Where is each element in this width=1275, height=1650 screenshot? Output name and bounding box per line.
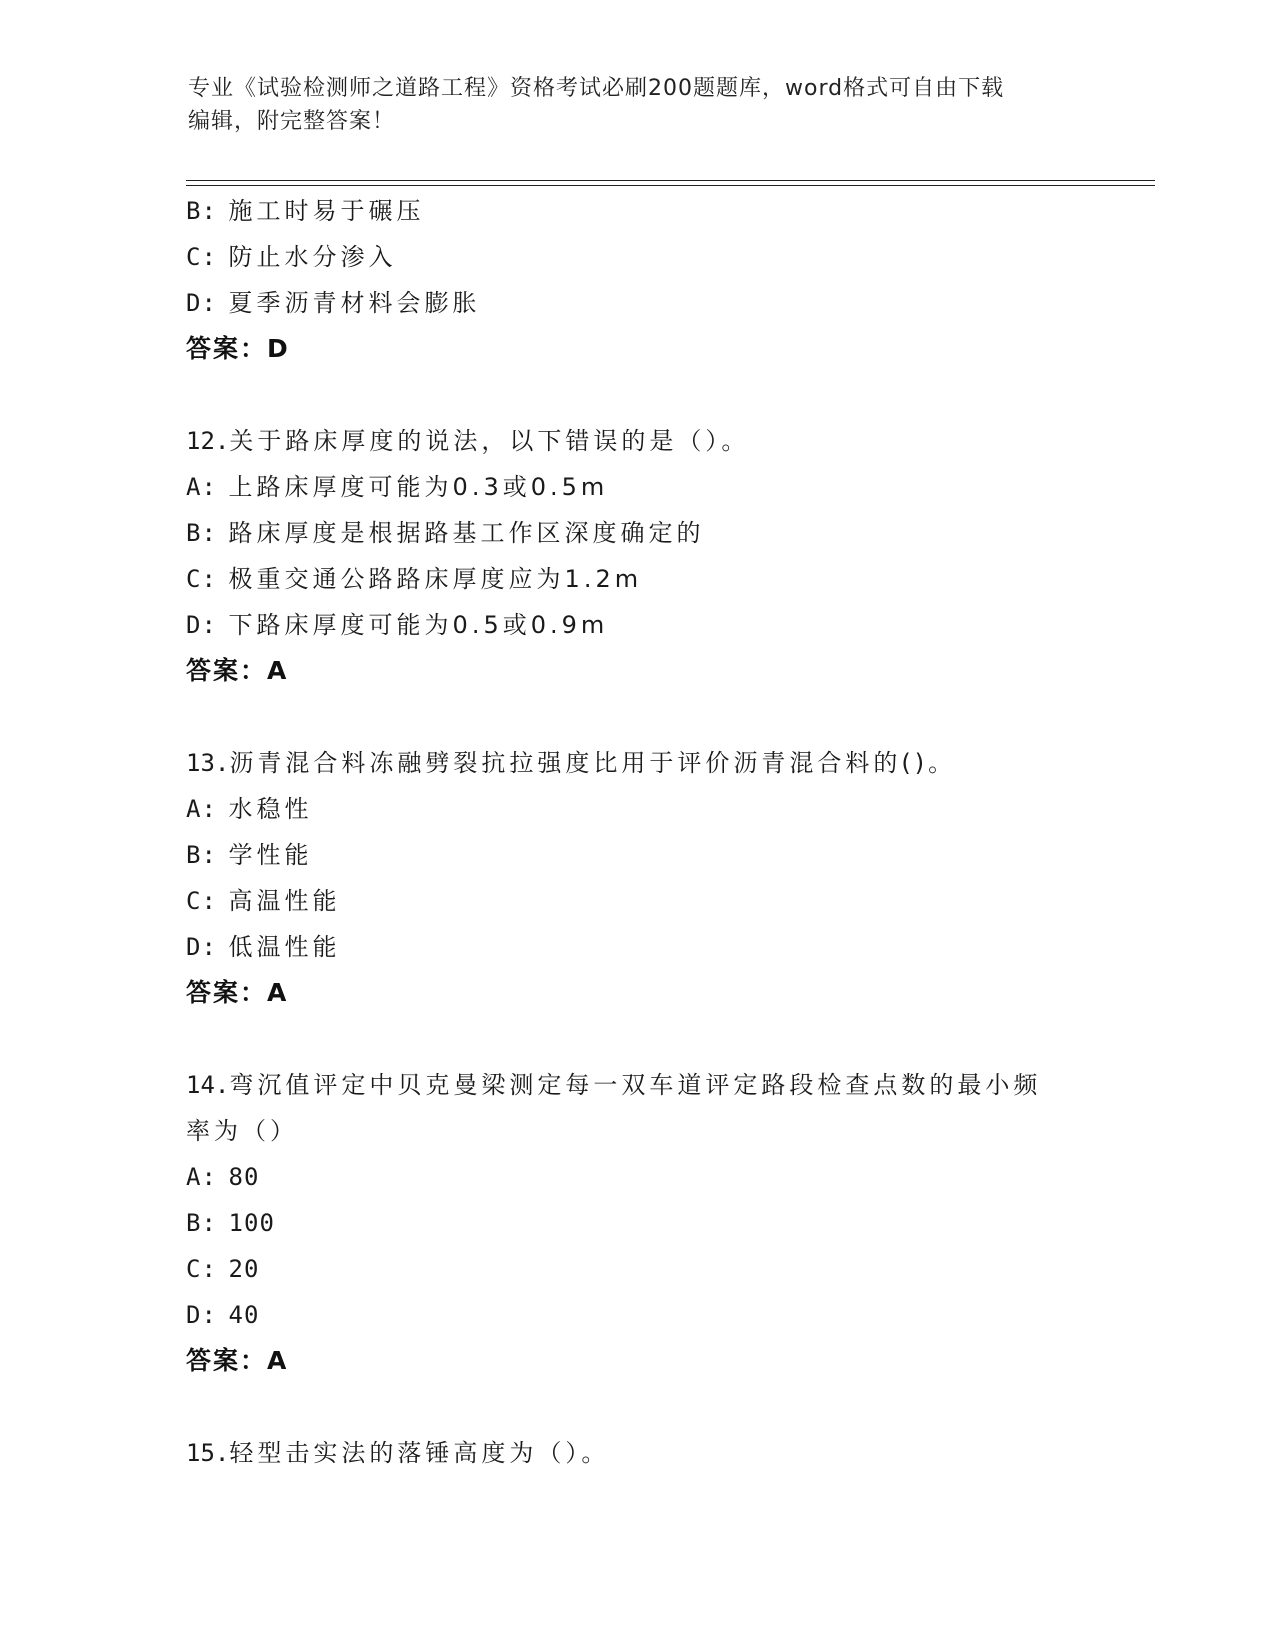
option-b (186, 510, 1086, 556)
option-key: B: (186, 841, 217, 869)
question-stem (186, 1430, 1086, 1476)
option-c (186, 878, 1086, 924)
option-a (186, 464, 1086, 510)
option-c (186, 556, 1086, 602)
question-number: 12. (186, 427, 230, 455)
question-text: 沥青混合料冻融劈裂抗拉强度比用于评价沥青混合料的()。 (229, 749, 957, 777)
question-text: 关于路床厚度的说法，以下错误的是（）。 (229, 427, 750, 455)
question-13 (186, 740, 1086, 1016)
option-text: 下路床厚度可能为0.5或0.9m (228, 611, 609, 639)
option-text: 低温性能 (228, 933, 341, 961)
option-key: A: (186, 795, 217, 823)
option-key: D: (186, 289, 217, 317)
option-text: 上路床厚度可能为0.3或0.5m (228, 473, 609, 501)
option-text: 夏季沥青材料会膨胀 (228, 289, 481, 317)
question-number: 15. (186, 1439, 230, 1467)
option-key: D: (186, 611, 217, 639)
question-text: 弯沉值评定中贝克曼梁测定每一双车道评定路段检查点数的最小频 (229, 1071, 1042, 1099)
option-text: 施工时易于碾压 (228, 197, 425, 225)
option-d (186, 1292, 1086, 1338)
question-list (186, 188, 1086, 1476)
header-title-line-2: 编辑，附完整答案！ (188, 109, 396, 134)
question-number: 13. (186, 749, 230, 777)
option-key: B: (186, 197, 217, 225)
answer-label: 答案： (186, 334, 268, 363)
question-stem (186, 418, 1086, 464)
question-stem-continued (186, 1108, 1086, 1154)
option-text: 100 (228, 1209, 275, 1237)
question-11 (186, 188, 1086, 372)
option-b (186, 188, 1086, 234)
option-b (186, 1200, 1086, 1246)
answer-label: 答案： (186, 656, 268, 685)
header-divider-bottom (186, 185, 1155, 186)
header-title-line-1: 专业《试验检测师之道路工程》资格考试必刷200题题库，word格式可自由下载 (188, 76, 1005, 101)
option-key: B: (186, 519, 217, 547)
option-key: A: (186, 473, 217, 501)
answer-line (186, 326, 1086, 372)
option-d (186, 602, 1086, 648)
answer-line (186, 1338, 1086, 1384)
option-a (186, 786, 1086, 832)
question-text: 轻型击实法的落锤高度为（）。 (229, 1439, 610, 1467)
option-text: 水稳性 (228, 795, 313, 823)
option-text: 80 (228, 1163, 260, 1191)
answer-value: D (267, 334, 290, 363)
answer-value: A (267, 978, 289, 1007)
option-text: 防止水分渗入 (228, 243, 397, 271)
option-text: 高温性能 (228, 887, 341, 915)
option-key: C: (186, 243, 217, 271)
question-number: 14. (186, 1071, 230, 1099)
option-key: D: (186, 933, 217, 961)
document-header (188, 72, 1088, 138)
option-key: C: (186, 887, 217, 915)
option-key: B: (186, 1209, 217, 1237)
option-text: 40 (228, 1301, 260, 1329)
option-key: A: (186, 1163, 217, 1191)
option-b (186, 832, 1086, 878)
option-text: 路床厚度是根据路基工作区深度确定的 (228, 519, 705, 547)
answer-value: A (267, 1346, 289, 1375)
question-15 (186, 1430, 1086, 1476)
option-key: C: (186, 565, 217, 593)
question-stem (186, 1062, 1086, 1108)
option-c (186, 1246, 1086, 1292)
option-d (186, 924, 1086, 970)
answer-line (186, 648, 1086, 694)
option-text: 学性能 (228, 841, 313, 869)
answer-line (186, 970, 1086, 1016)
header-divider-top (186, 180, 1155, 181)
option-d (186, 280, 1086, 326)
answer-value: A (267, 656, 289, 685)
option-c (186, 234, 1086, 280)
question-stem (186, 740, 1086, 786)
option-text: 20 (228, 1255, 260, 1283)
answer-label: 答案： (186, 978, 268, 1007)
question-12 (186, 418, 1086, 694)
option-key: C: (186, 1255, 217, 1283)
option-key: D: (186, 1301, 217, 1329)
question-text: 率为（） (186, 1117, 298, 1145)
option-a (186, 1154, 1086, 1200)
question-14 (186, 1062, 1086, 1384)
answer-label: 答案： (186, 1346, 268, 1375)
option-text: 极重交通公路路床厚度应为1.2m (228, 565, 643, 593)
